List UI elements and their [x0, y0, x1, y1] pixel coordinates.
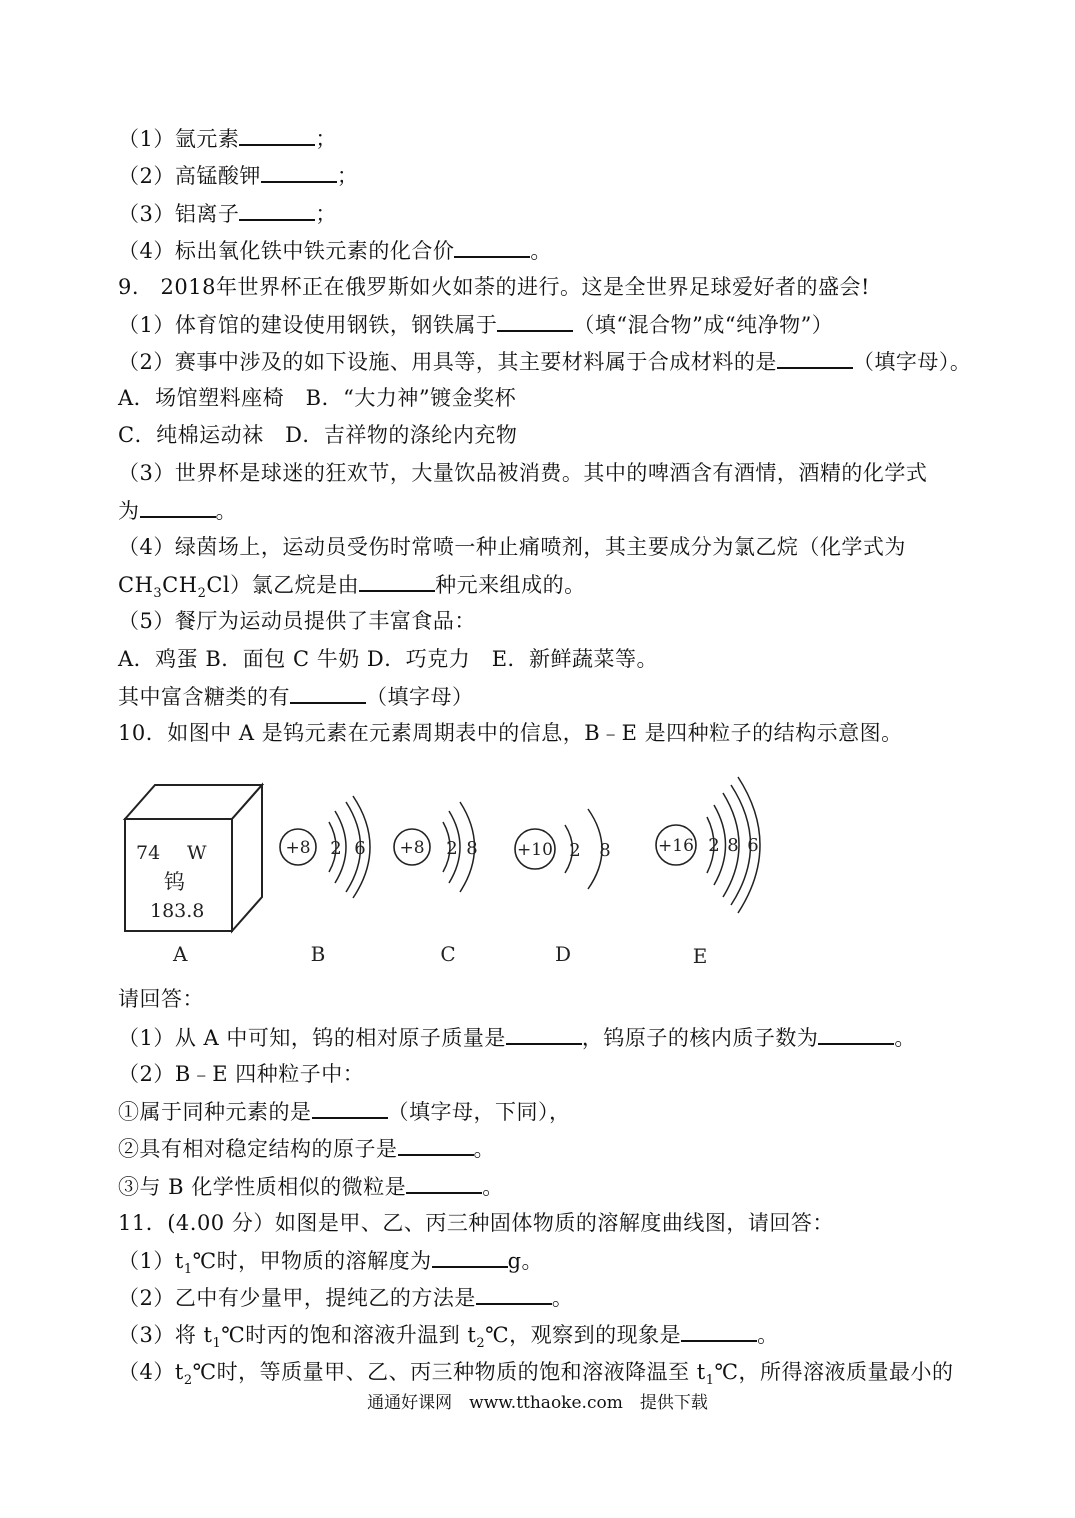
q9-item-4: （4）绿茵场上，运动员受伤时常喷一种止痛喷剂，其主要成分为氯乙烷（化学式为	[118, 535, 906, 559]
q11-item-3	[118, 1320, 779, 1358]
atomic-structure-figure	[110, 765, 770, 975]
q9-item-3-cont	[118, 496, 237, 525]
q9-item-5-options: A．鸡蛋 B．面包 C 牛奶 D．巧克力 E．新鲜蔬菜等。	[118, 647, 659, 671]
q8-item-3	[118, 199, 337, 228]
page-footer: 通通好课网 www.tthaoke.com 提供下载	[367, 1393, 708, 1413]
q10-item-2: （2）B﹣E 四种粒子中：	[118, 1062, 365, 1086]
q11-item-2	[118, 1283, 573, 1312]
q8-item-1-end: ；	[315, 127, 337, 151]
q10-item-2-3-text: ③与 B 化学性质相似的微粒是	[118, 1175, 407, 1199]
particle-d	[515, 809, 611, 966]
answer-blank[interactable]	[432, 1246, 508, 1268]
q11-item-4-text: （4）t	[118, 1360, 184, 1384]
shell-electrons: 8	[727, 835, 739, 856]
atomic-number: 74	[136, 842, 161, 864]
nucleus-charge: +8	[285, 838, 311, 858]
answer-blank[interactable]	[681, 1320, 757, 1342]
particle-e	[656, 777, 760, 968]
answer-blank[interactable]	[476, 1283, 552, 1305]
q11-item-1-unit: g。	[507, 1249, 544, 1273]
answer-blank[interactable]	[312, 1097, 388, 1119]
caption-b: B	[310, 942, 326, 966]
answer-blank[interactable]	[239, 124, 315, 146]
subscript: 1	[212, 1336, 222, 1352]
answer-blank[interactable]	[140, 496, 216, 518]
q11-item-4-text2: ℃时，等质量甲、乙、丙三种物质的饱和溶液降温至 t	[192, 1360, 706, 1384]
answer-blank[interactable]	[454, 236, 530, 258]
subscript: 1	[705, 1373, 715, 1389]
q9-item-4-cont	[118, 570, 586, 608]
shell-electrons: 2	[330, 838, 342, 859]
q9-item-1-hint: （填“混合物”成“纯净物”）	[573, 313, 834, 337]
atomic-mass: 183.8	[150, 900, 205, 922]
q9-item-5-text: 其中富含糖类的有	[118, 685, 290, 709]
q9-item-1	[118, 310, 833, 339]
q9-item-2-options-ab: A．场馆塑料座椅 B．“大力神”镀金奖杯	[118, 386, 517, 410]
q11-item-3-end: 。	[757, 1323, 779, 1347]
q9-stem: 9. 2018年世界杯正在俄罗斯如火如荼的进行。这是全世界足球爱好者的盛会!	[118, 275, 870, 299]
q10-item-2-3-end: 。	[482, 1175, 504, 1199]
q9-item-3-end: 。	[215, 499, 237, 523]
q9-item-5-hint: （填字母）	[366, 685, 474, 709]
answer-blank[interactable]	[290, 682, 366, 704]
nucleus-charge: +10	[517, 840, 553, 860]
q10-prompt: 请回答：	[118, 987, 204, 1011]
particle-b	[280, 796, 370, 966]
q8-item-4-text: （4）标出氧化铁中铁元素的化合价	[118, 239, 455, 263]
q10-item-2-2-end: 。	[473, 1137, 495, 1161]
q8-item-3-text: （3）铝离子	[118, 202, 240, 226]
answer-blank[interactable]	[506, 1023, 582, 1045]
shell-electrons: 8	[466, 838, 478, 859]
q9-item-2-options-cd: C．纯棉运动袜 D．吉祥物的涤纶内充物	[118, 423, 518, 447]
q9-item-2	[118, 347, 971, 376]
q11-item-2-text: （2）乙中有少量甲，提纯乙的方法是	[118, 1286, 476, 1310]
q10-item-1-text2: ，钨原子的核内质子数为	[581, 1026, 819, 1050]
particle-c	[394, 802, 478, 966]
nucleus-charge: +16	[658, 836, 694, 856]
q11-item-1-text2: ℃时，甲物质的溶解度为	[192, 1249, 432, 1273]
q11-item-1-text: （1）t	[118, 1249, 184, 1273]
q11-item-3-text3: ℃，观察到的现象是	[485, 1323, 682, 1347]
q10-item-1-text: （1）从 A 中可知，钨的相对原子质量是	[118, 1026, 506, 1050]
q9-item-1-text: （1）体育馆的建设使用钢铁，钢铁属于	[118, 313, 498, 337]
caption-d: D	[554, 942, 572, 966]
q9-item-4-text: Cl）氯乙烷是由	[206, 573, 360, 597]
answer-blank[interactable]	[818, 1023, 894, 1045]
shell-electrons: 2	[708, 835, 720, 856]
formula-subscript: 3	[153, 586, 163, 602]
nucleus-charge: +8	[399, 838, 425, 858]
q11-item-3-text: （3）将 t	[118, 1323, 213, 1347]
q10-item-2-3	[118, 1172, 504, 1201]
element-name: 钨	[164, 870, 185, 894]
q10-item-1-end: 。	[894, 1026, 916, 1050]
answer-blank[interactable]	[497, 310, 573, 332]
formula-part: CH	[162, 573, 198, 597]
answer-blank[interactable]	[406, 1172, 482, 1194]
q10-item-2-1	[118, 1097, 571, 1126]
q9-item-3: （3）世界杯是球迷的狂欢节，大量饮品被消费。其中的啤酒含有酒情，酒精的化学式	[118, 461, 928, 485]
q8-item-2-text: （2）高锰酸钾	[118, 164, 261, 188]
q10-stem: 10．如图中 A 是钨元素在元素周期表中的信息，B﹣E 是四种粒子的结构示意图。	[118, 721, 903, 745]
q9-item-2-hint: （填字母）。	[852, 350, 972, 374]
q11-item-4	[118, 1358, 953, 1395]
q11-item-3-text2: ℃时丙的饱和溶液升温到 t	[221, 1323, 477, 1347]
q8-item-1	[118, 124, 337, 153]
caption-c: C	[440, 942, 456, 966]
q8-item-1-text: （1）氩元素	[118, 127, 240, 151]
q8-item-4	[118, 236, 552, 265]
answer-blank[interactable]	[398, 1134, 474, 1156]
q9-item-4-end: 种元来组成的。	[435, 573, 586, 597]
formula-part: CH	[118, 573, 154, 597]
q9-item-2-text: （2）赛事中涉及的如下设施、用具等，其主要材料属于合成材料的是	[118, 350, 777, 374]
formula-subscript: 2	[197, 586, 207, 602]
subscript: 2	[183, 1373, 193, 1389]
q11-stem: 11．(4.00 分）如图是甲、乙、丙三种固体物质的溶解度曲线图，请回答：	[118, 1211, 834, 1235]
element-symbol: W	[187, 842, 207, 864]
q10-item-1	[118, 1023, 916, 1052]
answer-blank[interactable]	[777, 347, 853, 369]
shell-electrons: 8	[599, 840, 611, 861]
answer-blank[interactable]	[359, 570, 435, 592]
element-box-a	[125, 785, 262, 966]
shell-electrons: 6	[354, 838, 366, 859]
shell-electrons: 2	[569, 840, 581, 861]
q10-item-2-2	[118, 1134, 495, 1163]
q11-item-2-end: 。	[551, 1286, 574, 1310]
q10-item-2-1-text: ①属于同种元素的是	[118, 1100, 312, 1124]
q8-item-2	[118, 161, 358, 190]
q10-item-2-2-text: ②具有相对稳定结构的原子是	[118, 1137, 398, 1161]
caption-a: A	[173, 942, 188, 966]
q8-item-3-end: ；	[315, 202, 337, 226]
q10-item-2-1-hint: （填字母，下同），	[387, 1100, 571, 1124]
q8-item-4-end: 。	[530, 239, 552, 263]
q11-item-1	[118, 1246, 543, 1284]
shell-electrons: 2	[446, 838, 458, 859]
caption-e: E	[692, 944, 708, 968]
q11-item-4-text3: ℃，所得溶液质量最小的	[714, 1360, 954, 1384]
q9-item-3-text: 为	[118, 499, 140, 523]
answer-blank[interactable]	[239, 199, 315, 221]
subscript: 2	[476, 1336, 486, 1352]
subscript: 1	[183, 1262, 193, 1278]
q9-item-5-question	[118, 682, 474, 711]
shell-electrons: 6	[747, 835, 759, 856]
answer-blank[interactable]	[261, 161, 337, 183]
q8-item-2-end: ；	[336, 164, 359, 188]
q9-item-5: （5）餐厅为运动员提供了丰富食品：	[118, 609, 476, 633]
